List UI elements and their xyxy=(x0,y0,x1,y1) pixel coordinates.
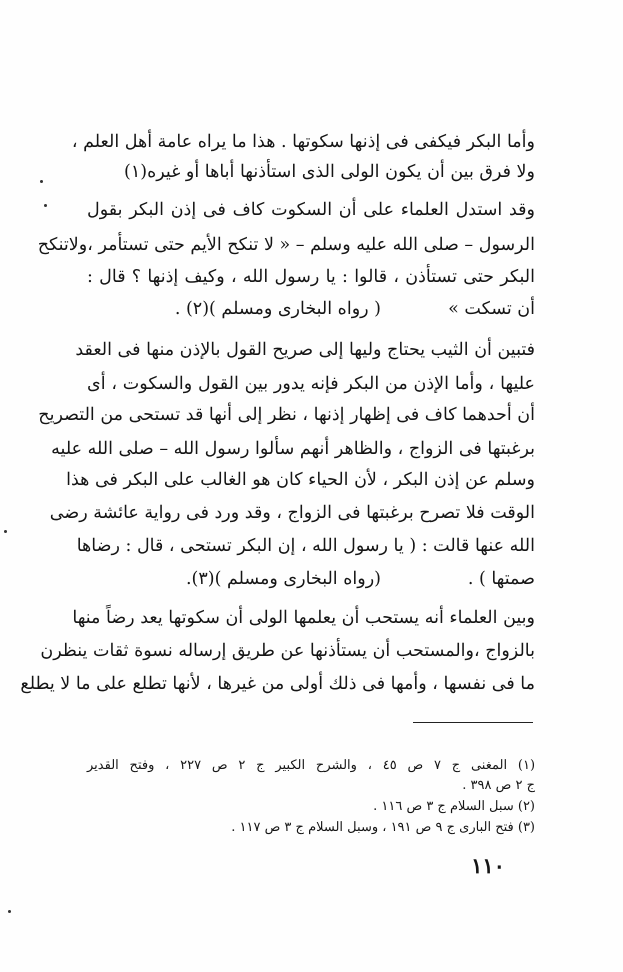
page-number: ١١٠ xyxy=(471,853,505,878)
footnote: (١) المغنى ج ٧ ص ٤٥ ، والشرح الكبير ج ٢ ص ٢٢٧ ، وفتح القدير xyxy=(87,758,536,773)
scan-speck xyxy=(44,204,47,207)
citation-line: (رواه البخارى ومسلم )(٣). xyxy=(185,569,381,589)
body-line: أن أحدهما كاف فى إظهار إذنها ، نظر إلى أنها قد تستحى من التصريح xyxy=(38,405,535,425)
body-line: وأما البكر فيكفى فى إذنها سكوتها . هذا ما يراه عامة أهل العلم ، xyxy=(71,132,535,152)
body-line: ما فى نفسها ، وأمها فى ذلك أولى من غيرها ، لأنها تطلع على ما لا يطلع xyxy=(20,674,535,694)
body-line: وقد استدل العلماء على أن السكوت كاف فى إذن البكر بقول xyxy=(87,200,535,220)
footnote: (٢) سبل السلام ج ٣ ص ١١٦ . xyxy=(373,799,535,814)
footnote: (٣) فتح البارى ج ٩ ص ١٩١ ، وسبل السلام ج ٣ ص ١١٧ . xyxy=(231,820,535,835)
scan-speck xyxy=(8,910,11,913)
body-line: فتبين أن الثيب يحتاج وليها إلى صريح القول بالإذن منها فى العقد xyxy=(75,340,535,360)
footnote-separator xyxy=(413,722,533,723)
body-line: بالزواج ،والمستحب أن يستأذنها عن طريق إرساله نسوة ثقات ينظرن xyxy=(40,641,535,661)
body-line: وبين العلماء أنه يستحب أن يعلمها الولى أن سكوتها يعد رضاً منها xyxy=(72,608,535,628)
body-line: الرسول – صلى الله عليه وسلم – « لا تنكح الأيم حتى تستأمر ،ولاتنكح xyxy=(37,235,535,255)
scan-speck xyxy=(40,180,43,183)
body-line: برغبتها فى الزواج ، والظاهر أنهم سألوا رسول الله – صلى الله عليه xyxy=(51,439,535,459)
body-line: البكر حتى تستأذن ، قالوا : يا رسول الله ، وكيف إذنها ؟ قال : xyxy=(87,267,535,287)
body-line: ولا فرق بين أن يكون الولى الذى استأذنها أباها أو غيره(١) xyxy=(124,162,535,182)
body-line: وسلم عن إذن البكر ، لأن الحياء كان هو الغالب على البكر فى هذا xyxy=(66,470,535,490)
body-line: صمتها ) . xyxy=(467,569,535,589)
body-line: أن تسكت » xyxy=(448,299,535,319)
body-line: الله عنها قالت : ( يا رسول الله ، إن البكر تستحى ، قال : رضاها xyxy=(76,536,535,556)
footnote: ج ٢ ص ٣٩٨ . xyxy=(462,778,535,793)
body-line: عليها ، وأما الإذن من البكر فإنه يدور بين القول والسكوت ، أى xyxy=(87,374,535,394)
citation-line: ( رواه البخارى ومسلم )(٢) . xyxy=(174,299,381,319)
body-line: الوقت فلا تصرح برغبتها فى الزواج ، وقد ورد فى رواية عائشة رضى xyxy=(49,503,535,523)
scan-speck xyxy=(4,530,7,533)
